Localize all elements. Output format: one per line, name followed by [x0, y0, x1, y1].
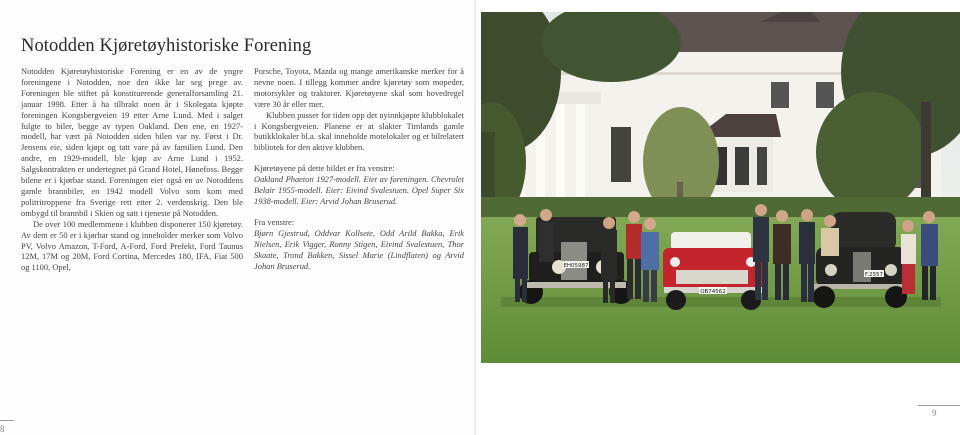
- club-photo-illustration: [481, 12, 960, 363]
- paragraph: Porsche, Toyota, Mazda og mange amerikanske merker for å nevne noen. I tillegg kommer andre kjøretøy som mopeder, motorsykler og traktorer. Kjøretøyene skal som hovedregel være 30 år eller mer.: [254, 66, 464, 109]
- page-number-rule: [918, 405, 960, 406]
- caption-vehicles: Oakland Phaeton 1927-modell. Eiet av foreningen. Chevrolet Belair 1955-modell. Eier: Eivind Svalestuen. Opel Super Six 1938-modell. Eier: Arvid Johan Bruserud.: [254, 174, 464, 206]
- caption-people: Bjørn Gjestrud, Oddvar Kollsete, Odd Arild Bakka, Erik Nielsen, Erik Vigger, Ronny Stigen, Eivind Svalestuen, Thor Skaate, Trond Bakken, Sissel Marie (Lindflaten) og Arvid Johan Bruserud.: [254, 227, 464, 271]
- paragraph: Notodden Kjøretøyhistoriske Forening er en av de yngre foreningene i Notodden, noe den ikke lar seg prege av. Foreningen ble stiftet på konstituerende generalforsamling 21. januar 1998. Etter å ha tilbrakt noen år i Skolegata kjøpte foreningen Kongsbergveien 19 etter Arne Lund. Med i salget fulgte to biler, begge av typen Oakland. Den ene, en 1927-modell, har vært på Notodden siden bilen var ny. Først i Dr. Jensens eie, siden kjøpt og tatt vare på av familien Lund. Den andre, en 1929-modell, ble kjøp av Arne Lund i 1952. Salgskontrakten er undertegnet på Grand Hotel, Hønefoss. Begge bilene er i kjørbar stand. Foreningen eier også en av Notoddens gamle brannbiler, en 1942 modell Volvo som kom med politritroppene fra Sverige rett etter 2. verdenskrig. Den ble ombygd til brannbil i Skien og satt i tjeneste på Notodden.: [21, 66, 243, 218]
- caption-heading: Kjøretøyene på dette bildet er fra venstre:: [254, 163, 395, 174]
- text-column-2: [254, 66, 464, 271]
- club-photo: [481, 12, 960, 363]
- left-page: [0, 0, 476, 435]
- page-number-rule: [0, 420, 14, 421]
- plate-mid: OB74562: [700, 289, 726, 295]
- plate-left: EH05987: [563, 263, 589, 269]
- article-title: Notodden Kjøretøyhistoriske Forening: [21, 36, 312, 56]
- paragraph: Klubben pusser for tiden opp det nyinnkjøpte klubblokalet i Kongsbergveien. Planene er at slakter Timlands gamle butikklokaler bl.a. skal inneholde motelokaler og et bilrelatert bibliotek for den aktive klubben.: [254, 109, 464, 153]
- plate-right: F.2557: [864, 272, 884, 278]
- caption-people-heading: Fra venstre:: [254, 216, 295, 227]
- page-number-left: 8: [0, 424, 5, 434]
- page-number-right: 9: [932, 408, 937, 418]
- text-column-1: [21, 66, 243, 273]
- paragraph: De over 100 medlemmene i klubben disponerer 150 kjøretøy. Av dem er 50 er i kjørbar stand og inneholder merker som Volvo PV, Volvo Amazon, T-Ford, A-Ford, Ford Prefekt, Ford Taunus 12M, 17M og 20M, Ford Cortina, Mercedes 180, IFA, Fiat 500 og 1100, Opel,: [21, 218, 243, 273]
